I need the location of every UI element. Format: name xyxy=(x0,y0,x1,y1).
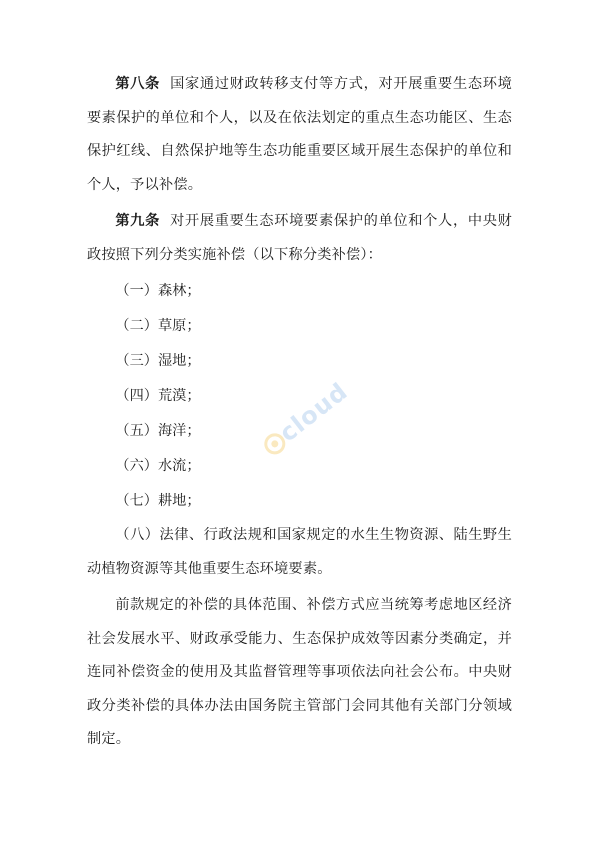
watermark-text: cloud xyxy=(274,377,354,448)
list-item: （三）湿地； xyxy=(115,353,201,369)
list-item: （七）耕地； xyxy=(115,493,201,509)
list-item: （一）森林； xyxy=(115,283,201,299)
list-item: （六）水流； xyxy=(115,458,201,474)
article-8-text: 国家通过财政转移支付等方式，对开展重要生态环境要素保护的单位和个人，以及在依法划定的重点生态功能区、生态保护红线、自然保护地等生态功能重要区域开展生态保护的单位和个人，予以补偿。 xyxy=(87,76,512,193)
list-item: （二）草原； xyxy=(115,318,201,334)
article-8-label: 第八条 xyxy=(115,76,161,92)
closing-paragraph: 前款规定的补偿的具体范围、补偿方式应当统筹考虑地区经济社会发展水平、财政承受能力、生态保护成效等因素分类确定，并连同补偿资金的使用及其监督管理等事项依法向社会公布。中央财政分类补偿的具体办法由国务院主管部门会同其他有关部门分领域制定。 xyxy=(87,597,512,747)
list-item: （四）荒漠； xyxy=(115,388,201,404)
article-8-paragraph xyxy=(87,68,512,202)
article-9-text: 对开展重要生态环境要素保护的单位和个人，中央财政按照下列分类实施补偿（以下称分类补偿）： xyxy=(87,213,512,263)
article-9-paragraph xyxy=(87,205,512,272)
list-item-8: （八）法律、行政法规和国家规定的水生生物资源、陆生野生动植物资源等其他重要生态环境要素。 xyxy=(87,527,512,577)
article-9-label: 第九条 xyxy=(115,213,161,229)
list-item: （五）海洋； xyxy=(115,423,201,439)
